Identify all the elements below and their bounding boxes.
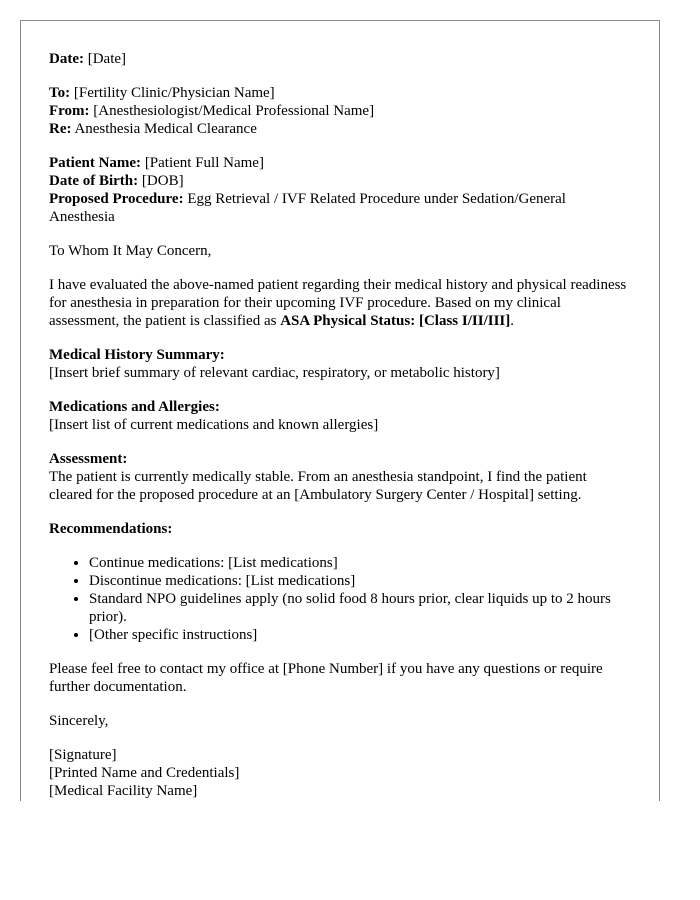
dob-label: Date of Birth: — [49, 173, 139, 189]
re-value: Anesthesia Medical Clearance — [74, 121, 257, 137]
date-label: Date: — [49, 51, 84, 67]
list-item: • Continue medications: [List medications] — [89, 554, 631, 572]
intro-text: I have evaluated the above-named patient regarding their medical history and physical readiness for anesthesia in preparation for their upcoming IVF procedure. Based on my clinical assessment, the patient is classified as — [49, 277, 627, 329]
procedure-value: Egg Retrieval / IVF Related Procedure under Sedation/General Anesthesia — [49, 191, 566, 225]
asa-status: ASA Physical Status: [Class I/II/III] — [280, 313, 511, 329]
recommendations-list — [49, 554, 631, 644]
assessment-heading: Assessment: — [49, 451, 128, 467]
intro-end: . — [510, 313, 514, 329]
intro-paragraph — [49, 276, 631, 330]
list-item: • Standard NPO guidelines apply (no solid food 8 hours prior, clear liquids up to 2 hours prior). — [89, 590, 631, 626]
assessment-section — [49, 450, 631, 504]
routing-block — [49, 84, 631, 138]
medications-heading: Medications and Allergies: — [49, 399, 220, 415]
medical-history-text: [Insert brief summary of relevant cardiac, respiratory, or metabolic history] — [49, 365, 500, 381]
to-value: [Fertility Clinic/Physician Name] — [73, 85, 275, 101]
medications-section — [49, 398, 631, 434]
patient-name-label: Patient Name: — [49, 155, 142, 171]
date-line — [49, 50, 631, 68]
recommendations-heading: Recommendations: — [49, 521, 173, 537]
closing: Sincerely, — [49, 713, 109, 729]
medical-history-section — [49, 346, 631, 382]
signature: [Signature] — [49, 747, 117, 763]
salutation: To Whom It May Concern, — [49, 243, 212, 259]
clearance-letter — [20, 20, 660, 801]
from-value: [Anesthesiologist/Medical Professional Name] — [93, 103, 375, 119]
facility-name: [Medical Facility Name] — [49, 783, 198, 799]
from-label: From: — [49, 103, 90, 119]
printed-name: [Printed Name and Credentials] — [49, 765, 240, 781]
medications-text: [Insert list of current medications and known allergies] — [49, 417, 379, 433]
date-value: [Date] — [87, 51, 127, 67]
patient-name-value: [Patient Full Name] — [144, 155, 264, 171]
dob-value: [DOB] — [141, 173, 184, 189]
list-item: • Discontinue medications: [List medications] — [89, 572, 631, 590]
to-label: To: — [49, 85, 71, 101]
list-item: • [Other specific instructions] — [89, 626, 631, 644]
assessment-text: The patient is currently medically stable. From an anesthesia standpoint, I find the patient cleared for the proposed procedure at an [Ambulatory Surgery Center / Hospital] setting. — [49, 469, 587, 503]
signature-block — [49, 746, 631, 800]
closing-paragraph: Please feel free to contact my office at [Phone Number] if you have any questions or require further documentation. — [49, 661, 603, 695]
re-label: Re: — [49, 121, 72, 137]
procedure-label: Proposed Procedure: — [49, 191, 184, 207]
patient-block — [49, 154, 631, 226]
medical-history-heading: Medical History Summary: — [49, 347, 225, 363]
